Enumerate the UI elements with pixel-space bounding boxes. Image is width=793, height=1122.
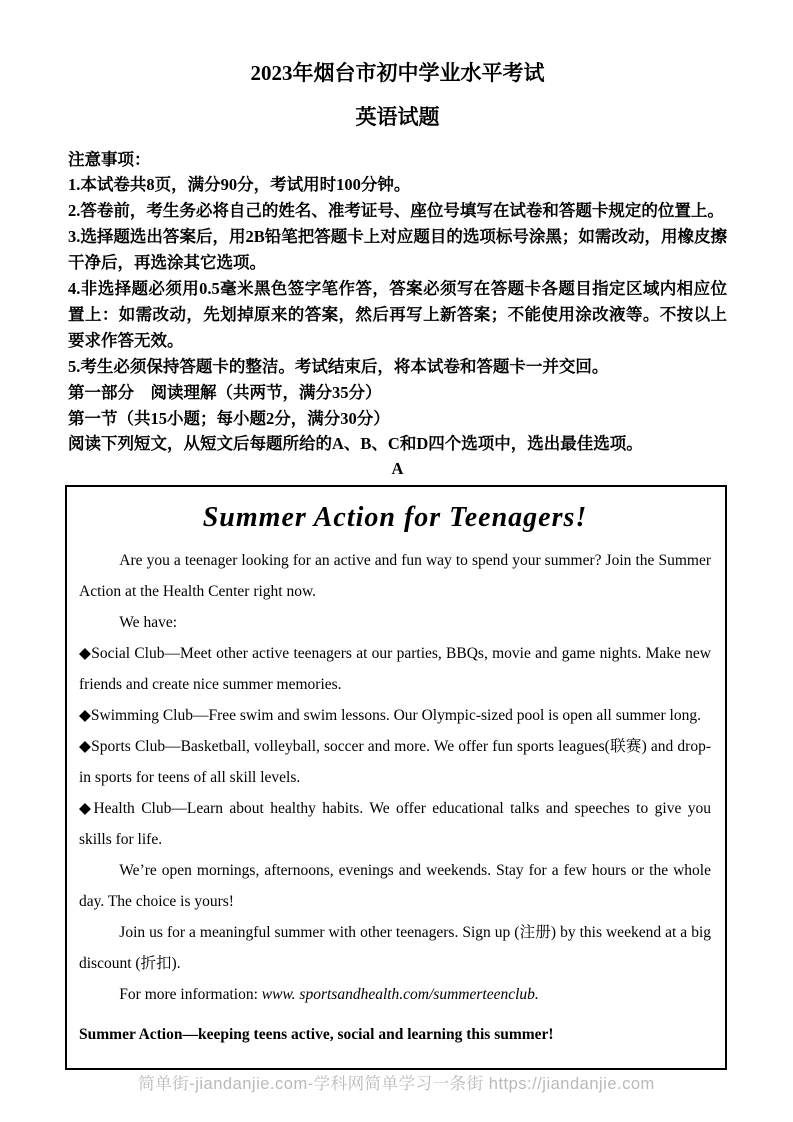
notice-section — [68, 147, 727, 380]
footer-watermark: 简单街-jiandanjie.com-学科网简单学习一条街 https://jiandanjie.com — [138, 1075, 655, 1093]
passage-paragraph-signup: Join us for a meaningful summer with other teenagers. Sign up (注册) by this weekend at a big discount (折扣). — [79, 924, 711, 972]
passage-more-info — [79, 979, 711, 1010]
notice-heading: 注意事项： — [68, 149, 151, 169]
passage-paragraph-health-club: ◆Health Club—Learn about healthy habits. We offer educational talks and speeches to give you skills for life. — [79, 800, 711, 848]
exam-subtitle: 英语试题 — [355, 105, 440, 130]
passage-title: Summer Action for Teenagers! — [202, 502, 588, 534]
more-info-label: For more information: — [119, 986, 262, 1003]
exam-title: 2023年烟台市初中学业水平考试 — [250, 61, 545, 85]
notice-item-1: 1.本试卷共8页，满分90分，考试用时100分钟。 — [68, 175, 411, 195]
passage-paragraph-sports-club: ◆Sports Club—Basketball, volleyball, soccer and more. We offer fun sports leagues(联赛) and drop-in sports for teens of all skill levels. — [79, 738, 711, 786]
passage-paragraph-we-have: We have: — [119, 614, 178, 631]
passage-paragraph-swimming-club: ◆Swimming Club—Free swim and swim lessons. Our Olympic-sized pool is open all summer long. — [79, 707, 701, 724]
passage-paragraph-hours: We’re open mornings, afternoons, evenings and weekends. Stay for a few hours or the whole day. The choice is yours! — [79, 862, 711, 910]
passage-closing-slogan: Summer Action—keeping teens active, social and learning this summer! — [79, 1026, 554, 1043]
passage-paragraph-social-club: ◆Social Club—Meet other active teenagers at our parties, BBQs, movie and game nights. Make new friends and create nice summer memories. — [79, 645, 711, 693]
notice-item-4: 4.非选择题必须用0.5毫米黑色签字笔作答，答案必须写在答题卡各题目指定区域内相应位置上：如需改动，先划掉原来的答案，然后再写上新答案；不能使用涂改液等。不按以上要求作答无效。 — [68, 279, 727, 350]
notice-item-3: 3.选择题选出答案后，用2B铅笔把答题卡上对应题目的选项标号涂黑；如需改动，用橡皮擦干净后，再选涂其它选项。 — [68, 227, 727, 273]
passage-paragraph-intro: Are you a teenager looking for an active and fun way to spend your summer? Join the Summer Action at the Health Center right now. — [79, 552, 711, 600]
section-one-heading: 第一节（共15小题；每小题2分，满分30分） — [68, 408, 390, 428]
notice-item-5: 5.考生必须保持答题卡的整洁。考试结束后，将本试卷和答题卡一并交回。 — [68, 356, 609, 376]
reading-instructions: 阅读下列短文，从短文后每题所给的A、B、C和D四个选项中，选出最佳选项。 — [68, 434, 643, 454]
passage-label-a: A — [391, 459, 404, 479]
part-one-heading: 第一部分 阅读理解（共两节，满分35分） — [68, 382, 382, 402]
notice-item-2: 2.答卷前，考生务必将自己的姓名、准考证号、座位号填写在试卷和答题卡规定的位置上。 — [68, 201, 724, 221]
section-headings — [68, 380, 727, 458]
reading-passage-box — [65, 485, 727, 1070]
passage-url: www. sportsandhealth.com/summerteenclub. — [261, 986, 539, 1003]
